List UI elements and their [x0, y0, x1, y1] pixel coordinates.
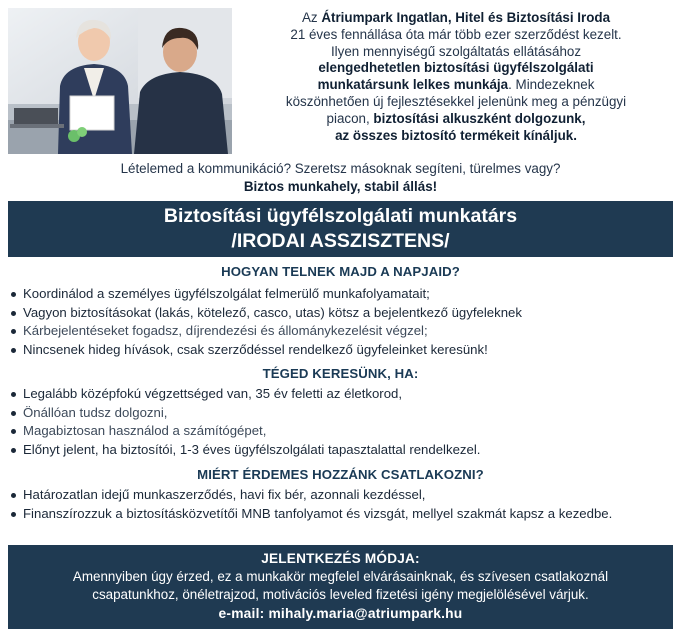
intro-line-5: munkatársunk lelkes munkája. Mindezeknek	[317, 77, 595, 93]
application-box	[8, 545, 673, 629]
section-title-why: MIÉRT ÉRDEMES HOZZÁNK CSATLAKOZNI?	[197, 467, 484, 482]
list-item: Koordinálod a személyes ügyfélszolgálat felmerülő munkafolyamatait;	[10, 285, 675, 304]
list-item: Előnyt jelent, ha biztosítói, 1-3 éves ügyfélszolgálati tapasztalattal rendelkezel.	[10, 441, 675, 460]
company-name: Átriumpark Ingatlan, Hitel és Biztosítási Iroda	[321, 10, 611, 25]
lead-question: Lételemed a kommunikáció? Szeretsz másoknak segíteni, türelmes vagy?	[120, 161, 561, 176]
list-item: Határozatlan idejű munkaszerződés, havi fix bér, azonnali kezdéssel,	[10, 486, 650, 505]
lead-answer: Biztos munkahely, stabil állás!	[243, 178, 438, 194]
application-text-2: csapatunkhoz, önéletrajzod, motivációs leveled fizetési igény megjelölésével várjuk.	[92, 587, 589, 602]
job-title: Biztosítási ügyfélszolgálati munkatárs	[163, 205, 518, 227]
intro-line-4: elengedhetetlen biztosítási ügyfélszolgálati	[318, 60, 594, 76]
list-item: Finanszírozzuk a biztosításközvetítői MNB tanfolyamot és vizsgát, mellyel szakmát kapsz a kezedbe.	[10, 505, 650, 524]
intro-paragraph	[236, 10, 676, 144]
intro-line-3: Ilyen mennyiségű szolgáltatás ellátásához	[330, 43, 582, 59]
intro-line-2: 21 éves fennállása óta már több ezer szerződést kezelt.	[290, 26, 622, 42]
intro-line-1: Az Átriumpark Ingatlan, Hitel és Biztosítási Iroda	[301, 10, 611, 25]
office-photo	[8, 8, 232, 154]
list-item: Magabiztosan használod a számítógépet,	[10, 422, 675, 441]
intro-line-8: az összes biztosító termékeit kínáljuk.	[335, 127, 577, 143]
email-link[interactable]: e-mail: mihaly.maria@atriumpark.hu	[218, 606, 463, 621]
list-seek	[10, 385, 675, 459]
list-item: Vagyon biztosításokat (lakás, kötelező, casco, utas) kötsz a bejelentkező ügyfeleknek	[10, 304, 675, 323]
list-item: Nincsenek hideg hívások, csak szerződéssel rendelkező ügyfeleinket keresünk!	[10, 341, 675, 360]
section-title-seek: TÉGED KERESÜNK, HA:	[262, 366, 419, 381]
intro-line-7: piacon, biztosítási alkuszként dolgozunk,	[326, 110, 586, 126]
section-title-days: HOGYAN TELNEK MAJD A NAPJAID?	[221, 264, 460, 279]
list-item: Önállóan tudsz dolgozni,	[10, 404, 675, 423]
list-item: Kárbejelentéseket fogadsz, díjrendezési és állománykezelésit végzel;	[10, 322, 675, 341]
application-title: JELENTKEZÉS MÓDJA:	[261, 551, 420, 566]
office-illustration	[8, 8, 232, 154]
job-subtitle: /IRODAI ASSZISZTENS/	[231, 230, 450, 252]
application-text-1: Amennyiben úgy érzed, ez a munkakör megfelel elvárásainknak, és szívesen csatlakoznál	[72, 569, 609, 584]
list-days	[10, 285, 675, 359]
intro-line-6: köszönhetően új fejlesztésekkel jelenünk meg a pénzügyi	[285, 93, 627, 109]
lead-text	[8, 160, 673, 195]
list-why	[10, 486, 650, 523]
job-title-banner	[8, 201, 673, 257]
list-item: Legalább középfokú végzettséged van, 35 év feletti az életkorod,	[10, 385, 675, 404]
